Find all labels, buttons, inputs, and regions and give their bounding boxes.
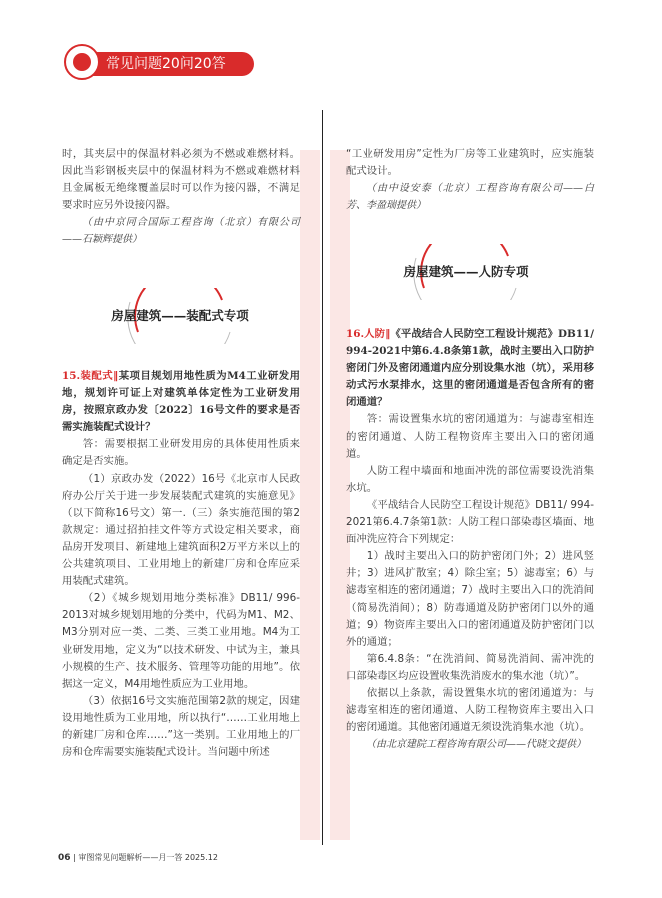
q16-label: 16.人防‖ [346,328,391,340]
answer-16-p2: 人防工程中墙面和地面冲洗的部位需要设洗消集水坑。 [346,464,594,494]
answer-16-p4: 1）战时主要出入口的防护密闭门外；2）进风竖井；3）进风扩散室；4）除尘室；5）滤毒室；6）与滤毒室相连的密闭通道；7）战时主要出入口的洗消间（简易洗消间）；8）防毒通道及防护密闭门以外的通道；9）物资库主要出入口的密闭通道及防护密闭门以外的通道； [346,550,594,648]
right-continuation: “工业研发用房”定性为厂房等工业建筑时，应实施装配式设计。 [346,148,594,178]
answer-16-p5: 第6.4.8条：“在洗消间、简易洗消间、需冲洗的口部染毒区均应设置收集洗消废水的集水池（坑）”。 [346,652,594,682]
left-continuation: 时，其夹层中的保温材料必须为不燃或难燃材料。因此当彩钢板夹层中的保温材料为不燃或难燃材料且金属板无绝缘覆盖层时可以作为接闪器，不满足要求时应另外设接闪器。 [62,148,300,212]
left-tint-band [300,150,320,840]
left-column-top [62,146,300,249]
question-16 [346,326,594,411]
header-circle-icon [64,44,100,80]
question-15 [62,368,300,436]
footer-publication: 审图常见问题解析——月一答 [78,853,183,862]
answer-15-p3: （2）《城乡规划用地分类标准》DB11/ 996-2013对城乡规划用地的分类中，代码为M1、M2、M3分别对应一类、二类、三类工业用地。M4为工业研发用地，定义为“以技术研发、中试为主，兼具小规模的生产、技术服务、管理等功能的用地”。依据这一定义，M4用地性质应为工业用地。 [62,592,300,690]
answer-16-p6: 依据以上条款，需设置集水坑的密闭通道为：与滤毒室相连的密闭通道、人防工程物资库主要出入口的密闭通道。其他密闭通道无须设洗消集水池（坑）。 [346,686,594,734]
answer-16-p3: 《平战结合人民防空工程设计规范》DB11/ 994-2021第6.4.7条第1款：人防工程口部染毒区墙面、地面冲洗应符合下列规定： [346,498,594,546]
answer-15-p2: （1）京政办发（2022）16号《北京市人民政府办公厅关于进一步发展装配式建筑的实施意见》（以下简称16号文）第一.（三）条实施范围的第2款规定：通过招拍挂文件等方式设定相关要求，商品房开发项目、新建地上建筑面积2万平方米以上的公共建筑项目、工业用地上的新建厂房和仓库应采用装配式建筑。 [62,472,300,588]
header-title: 常见问题20问20答 [106,56,226,72]
column-divider [322,110,323,845]
credit-2: （由中设安泰（北京）工程咨询有限公司——白芳、李盈瑞提供） [346,183,594,212]
q15-label: 15.装配式‖ [62,370,119,382]
badge-prefab-title: 房屋建筑——装配式专项 [111,308,249,323]
badge-civil-defense-title: 房屋建筑——人防专项 [403,264,529,279]
answer-15-p1: 答：需要根据工业研发用房的具体使用性质来确定是否实施。 [62,438,300,468]
left-column-q15 [62,368,300,761]
section-badge-prefab [110,288,250,344]
credit-3: （由北京建院工程咨询有限公司——代晓文提供） [366,739,586,751]
section-badge-civil-defense [396,244,536,300]
answer-15-p4: （3）依据16号文实施范围第2款的规定，因建设用地性质为工业用地，所以执行“……工业用地上的新建厂房和仓库……”这一类别。工业用地上的厂房和仓库需要实施装配式设计。当问题中所述 [62,694,300,759]
answer-16-p1: 答：需设置集水坑的密闭通道为：与滤毒室相连的密闭通道、人防工程物资库主要出入口的密闭通道。 [346,413,594,460]
credit-1: （由中京同合国际工程咨询（北京）有限公司——石颖辉提供） [62,217,300,246]
q15-text: 某项目规划用地性质为M4工业研发用地，规划许可证上对建筑单体定性为工业研发用房，按照京政办发〔2022〕16号文件的要求是否需实施装配式设计？ [62,370,301,434]
footer-date: 2025.12 [184,853,218,862]
right-column-top [346,146,594,214]
footer-separator: | [73,853,76,862]
q16-text: 《平战结合人民防空工程设计规范》DB11/ 994-2021中第6.4.8条第1款，战时主要出入口防护密闭门外及密闭通道内应分别设集水池（坑），采用移动式污水泵排水，这里的密闭通道是否包含所有的密闭通道？ [346,328,595,409]
page-number: 06 [58,853,71,863]
page-footer [58,852,218,863]
right-column-q16 [346,326,594,753]
